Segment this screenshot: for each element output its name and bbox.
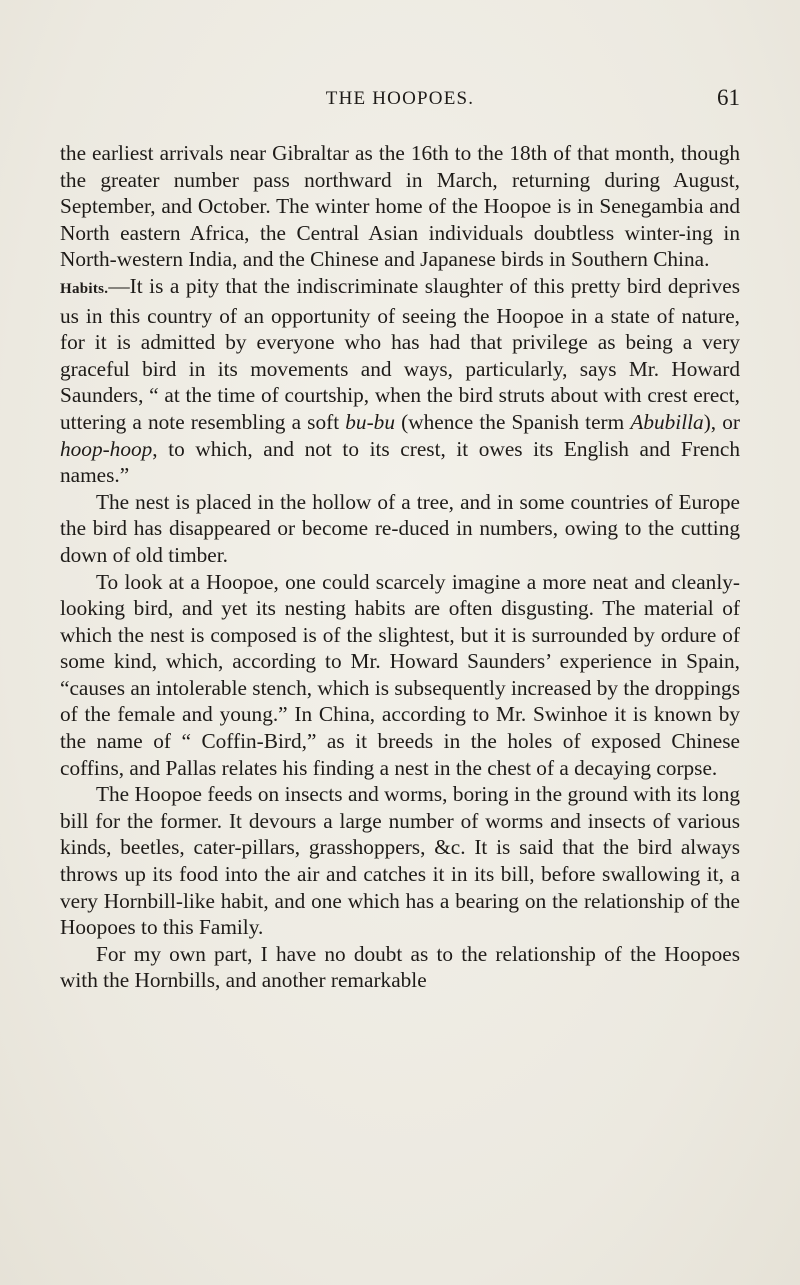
term-abubilla: Abubilla: [630, 409, 704, 434]
paragraph-feeding: The Hoopoe feeds on insects and worms, boring in the ground with its long bill for the former. It devours a large number of worms and insects of various kinds, beetles, cater-pillars, grasshoppers, &c. It is said that the bird always throws up its food into the air and catches it in its bill, before swallowing it, a very Hornbill-like habit, and one which has a bearing on the relationship of the Hoopoes to this Family.: [60, 782, 740, 940]
habits-text-b: (whence the Spanish term: [394, 409, 631, 434]
paragraph-habits: [60, 273, 740, 489]
term-bu-bu: bu-bu: [345, 409, 395, 434]
paragraph-relationship: For my own part, I have no doubt as to the relationship of the Hoopoes with the Hornbills, and another remarkable: [60, 941, 740, 993]
paragraph-migration: the earliest arrivals near Gibraltar as the 16th to the 18th of that month, though the greater number pass northward in March, returning during August, September, and October. The winter home of the Hoopoe is in Senegambia and North eastern Africa, the Central Asian individuals doubtless winter-ing in North-western India, and the Chinese and Japanese birds in Southern China.: [60, 141, 740, 272]
running-head: [60, 85, 740, 118]
paragraph-nesting-habits: To look at a Hoopoe, one could scarcely imagine a more neat and cleanly-looking bird, and yet its nesting habits are often disgusting. The material of which the nest is composed is of the slightest, but it is surrounded by ordure of some kind, which, according to Mr. Howard Saunders’ experience in Spain, “causes an intolerable stench, which is subsequently increased by the droppings of the female and young.” In China, according to Mr. Swinhoe it is known by the name of “ Coffin-Bird,” as it breeds in the holes of exposed Chinese coffins, and Pallas relates his finding a nest in the chest of a decaying corpse.: [60, 569, 740, 780]
habits-text-a: —It is a pity that the indiscriminate slaughter of this pretty bird deprives us in this country of an opportunity of seeing the Hoopoe in a state of nature, for it is admitted by everyone who has had that privilege as being a very graceful bird in its movements and ways, particularly, says Mr. Howard Saunders, “ at the time of courtship, when the bird struts about with crest erect, uttering a note resembling a soft: [60, 273, 740, 434]
paragraph-nest: The nest is placed in the hollow of a tree, and in some countries of Europe the bird has disappeared or become re-duced in numbers, owing to the cutting down of old timber.: [60, 489, 740, 567]
habits-text-c: ), or: [703, 409, 740, 434]
term-hoop-hoop: hoop-hoop: [60, 436, 153, 461]
habits-text-d: , to which, and not to its crest, it owes its English and French names.”: [60, 436, 740, 488]
running-title: THE HOOPOES.: [325, 88, 475, 109]
habits-heading: Habits.: [60, 280, 109, 297]
page-number: 61: [717, 85, 740, 110]
body-text: [60, 140, 740, 994]
